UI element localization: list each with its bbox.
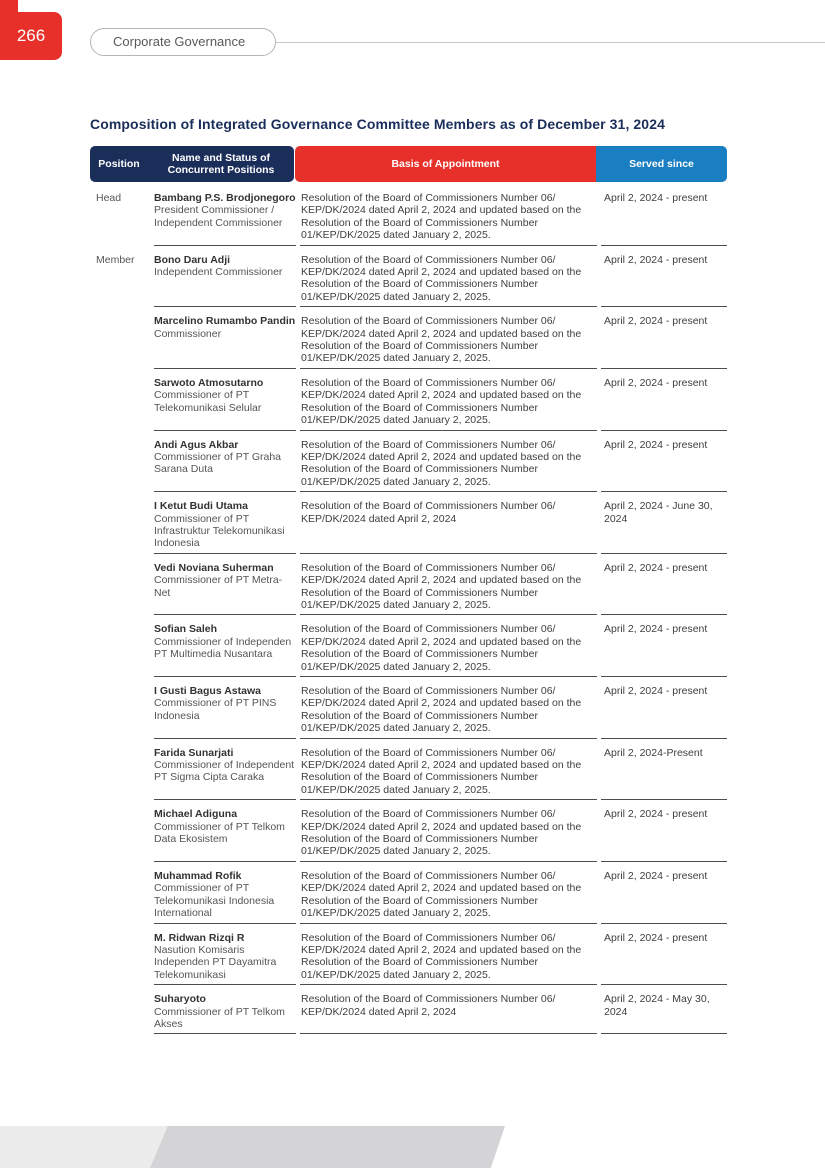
basis-cell: Resolution of the Board of Commissioners Number 06/ KEP/DK/2024 dated April 2, 2024 and updated based on the Resolution of the Board of Commissioners Number 01/KEP/DK/2025 dated January 2, 2025. [300, 313, 597, 369]
name-cell [154, 437, 296, 493]
basis-cell: Resolution of the Board of Commissioners Number 06/ KEP/DK/2024 dated April 2, 2024 and updated based on the Resolution of the Board of Commissioners Number 01/KEP/DK/2025 dated January 2, 2025. [300, 437, 597, 493]
table-row [90, 437, 727, 493]
table-row [90, 621, 727, 677]
since-cell: April 2, 2024 - present [601, 252, 727, 308]
table-row [90, 806, 727, 862]
position-cell [90, 560, 148, 616]
member-status: Commissioner of PT Telekomunikasi Selular [154, 389, 262, 414]
table-row [90, 498, 727, 554]
since-cell: April 2, 2024 - May 30, 2024 [601, 991, 727, 1034]
member-name: Michael Adiguna [154, 808, 238, 821]
page-title: Composition of Integrated Governance Committee Members as of December 31, 2024 [90, 116, 665, 132]
member-name: I Gusti Bagus Astawa [154, 685, 261, 697]
position-cell [90, 991, 148, 1034]
name-cell [154, 252, 296, 308]
position-cell: Head [96, 192, 122, 204]
member-status: Nasution Komisaris Independen PT Dayamitra Telekomunikasi [154, 943, 277, 981]
footer-decoration [0, 1126, 170, 1168]
table-row [90, 190, 727, 246]
member-name: Sofian Saleh [154, 623, 218, 636]
member-name: I Ketut Budi Utama [154, 500, 248, 513]
basis-cell: Resolution of the Board of Commissioners Number 06/ KEP/DK/2024 dated April 2, 2024 and updated based on the Resolution of the Board of Commissioners Number 01/KEP/DK/2025 dated January 2, 2025. [300, 190, 597, 246]
member-status: Commissioner of PT Metra-Net [154, 574, 283, 599]
since-cell: April 2, 2024 - present [601, 313, 727, 369]
member-status: Commissioner of PT Infrastruktur Telekomunikasi Indonesia [154, 512, 285, 550]
table-row [90, 991, 727, 1034]
since-cell: April 2, 2024 - present [601, 868, 727, 924]
member-status: Commissioner [154, 327, 222, 340]
position-cell [90, 437, 148, 493]
since-cell: April 2, 2024 - present [601, 930, 727, 986]
position-cell: Member [96, 253, 135, 266]
name-cell [154, 683, 296, 739]
since-cell: April 2, 2024 - present [601, 437, 727, 493]
member-status: President Commissioner / Independent Commissioner [154, 204, 283, 229]
member-status: Commissioner of PT PINS Indonesia [154, 697, 277, 722]
member-name: Muhammad Rofik [154, 869, 242, 882]
position-cell [90, 930, 148, 986]
name-cell [154, 375, 296, 431]
basis-cell: Resolution of the Board of Commissioners Number 06/ KEP/DK/2024 dated April 2, 2024 and updated based on the Resolution of the Board of Commissioners Number 01/KEP/DK/2025 dated January 2, 2025. [300, 868, 597, 924]
table-row [90, 375, 727, 431]
basis-cell: Resolution of the Board of Commissioners Number 06/ KEP/DK/2024 dated April 2, 2024 and updated based on the Resolution of the Board of Commissioners Number 01/KEP/DK/2025 dated January 2, 2025. [300, 252, 597, 308]
member-name: M. Ridwan Rizqi R [154, 931, 245, 944]
footer-decoration [150, 1126, 505, 1168]
basis-cell: Resolution of the Board of Commissioners Number 06/ KEP/DK/2024 dated April 2, 2024 and updated based on the Resolution of the Board of Commissioners Number 01/KEP/DK/2025 dated January 2, 2025. [300, 745, 597, 801]
since-cell: April 2, 2024 - present [601, 190, 727, 246]
member-status: Commissioner of PT Telkom Data Ekosistem [154, 820, 285, 846]
basis-cell: Resolution of the Board of Commissioners Number 06/ KEP/DK/2024 dated April 2, 2024 and updated based on the Resolution of the Board of Commissioners Number 01/KEP/DK/2025 dated January 2, 2025. [300, 560, 597, 616]
table-row [90, 252, 727, 308]
table-row [90, 560, 727, 616]
position-cell [90, 621, 148, 677]
member-name: Suharyoto [154, 993, 206, 1006]
basis-cell: Resolution of the Board of Commissioners Number 06/ KEP/DK/2024 dated April 2, 2024 and updated based on the Resolution of the Board of Commissioners Number 01/KEP/DK/2025 dated January 2, 2025. [300, 375, 597, 431]
table-row [90, 868, 727, 924]
page-number: 266 [0, 12, 62, 60]
header-since: Served since [596, 146, 727, 182]
table-header [90, 146, 727, 182]
basis-cell: Resolution of the Board of Commissioners Number 06/ KEP/DK/2024 dated April 2, 2024 and updated based on the Resolution of the Board of Commissioners Number 01/KEP/DK/2025 dated January 2, 2025. [300, 930, 597, 986]
table-row [90, 683, 727, 739]
since-cell: April 2, 2024 - present [601, 375, 727, 431]
member-status: Commissioner of PT Telekomunikasi Indonesia International [154, 882, 275, 920]
member-name: Andi Agus Akbar [154, 438, 239, 451]
member-name: Sarwoto Atmosutarno [154, 376, 264, 389]
name-cell [154, 498, 296, 554]
since-cell: April 2, 2024 - present [601, 806, 727, 862]
committee-table [90, 146, 727, 1034]
position-cell [90, 498, 148, 554]
since-cell: April 2, 2024-Present [601, 745, 727, 801]
table-body [90, 182, 727, 1034]
table-row [90, 745, 727, 801]
member-status: Independent Commissioner [154, 266, 283, 279]
since-cell: April 2, 2024 - present [601, 683, 727, 739]
member-status: Commissioner of PT Telkom Akses [154, 1005, 285, 1030]
member-name: Bono Daru Adji [154, 253, 231, 266]
name-cell [154, 991, 296, 1034]
header-position: Position [90, 146, 148, 182]
basis-cell: Resolution of the Board of Commissioners Number 06/ KEP/DK/2024 dated April 2, 2024 [300, 991, 597, 1034]
position-cell [90, 868, 148, 924]
position-cell [90, 375, 148, 431]
member-name: Farida Sunarjati [154, 746, 234, 759]
name-cell [154, 560, 296, 616]
member-name: Marcelino Rumambo Pandin [154, 315, 296, 328]
member-name: Bambang P.S. Brodjonegoro [154, 192, 296, 204]
header-name: Name and Status of Concurrent Positions [148, 146, 294, 182]
name-cell [154, 745, 296, 801]
name-cell [154, 868, 296, 924]
name-cell [154, 313, 296, 369]
since-cell: April 2, 2024 - present [601, 621, 727, 677]
basis-cell: Resolution of the Board of Commissioners Number 06/ KEP/DK/2024 dated April 2, 2024 and updated based on the Resolution of the Board of Commissioners Number 01/KEP/DK/2025 dated January 2, 2025. [300, 683, 597, 739]
section-label: Corporate Governance [90, 28, 276, 56]
position-cell [90, 313, 148, 369]
table-row [90, 313, 727, 369]
name-cell [154, 190, 296, 246]
basis-cell: Resolution of the Board of Commissioners Number 06/ KEP/DK/2024 dated April 2, 2024 and updated based on the Resolution of the Board of Commissioners Number 01/KEP/DK/2025 dated January 2, 2025. [300, 621, 597, 677]
position-cell [90, 683, 148, 739]
member-status: Commissioner of Independen PT Multimedia Nusantara [154, 635, 292, 661]
since-cell: April 2, 2024 - June 30, 2024 [601, 498, 727, 554]
position-cell [90, 745, 148, 801]
member-name: Vedi Noviana Suherman [154, 561, 274, 574]
header-divider [276, 42, 825, 43]
basis-cell: Resolution of the Board of Commissioners Number 06/ KEP/DK/2024 dated April 2, 2024 [300, 498, 597, 554]
position-cell [90, 806, 148, 862]
member-status: Commissioner of PT Graha Sarana Duta [154, 450, 282, 476]
table-row [90, 930, 727, 986]
header-basis: Basis of Appointment [295, 146, 596, 182]
name-cell [154, 930, 296, 986]
basis-cell: Resolution of the Board of Commissioners Number 06/ KEP/DK/2024 dated April 2, 2024 and updated based on the Resolution of the Board of Commissioners Number 01/KEP/DK/2025 dated January 2, 2025. [300, 806, 597, 862]
since-cell: April 2, 2024 - present [601, 560, 727, 616]
name-cell [154, 806, 296, 862]
member-status: Commissioner of Independent PT Sigma Cipta Caraka [154, 759, 295, 784]
name-cell [154, 621, 296, 677]
